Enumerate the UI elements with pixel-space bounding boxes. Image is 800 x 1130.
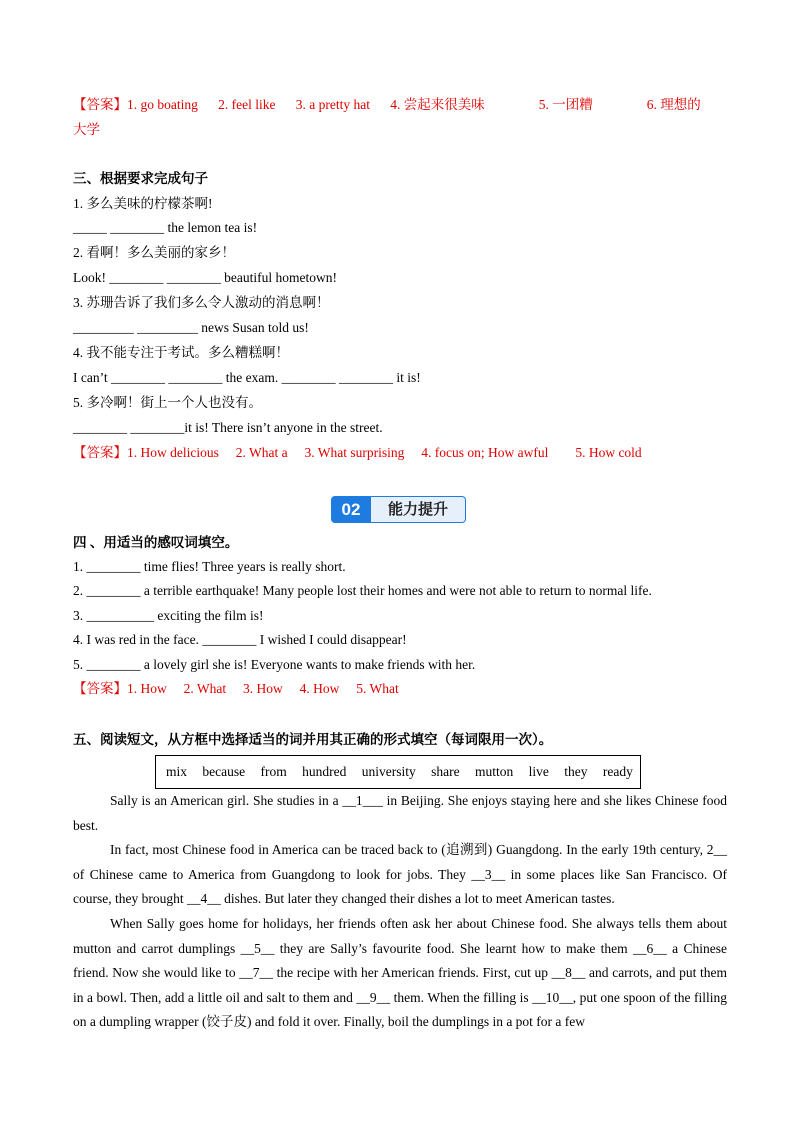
sec3-line: _________ _________ news Susan told us!	[73, 320, 309, 335]
sec4-line: 2. ________ a terrible earthquake! Many people lost their homes and were not able to return to normal life.	[73, 583, 652, 598]
word-item: they	[564, 764, 588, 779]
answer-text: 1. How delicious 2. What a 3. What surprising 4. focus on; How awful 5. How cold	[127, 445, 642, 460]
sec3-heading: 三、根据要求完成句子	[73, 171, 208, 186]
word-box	[155, 755, 641, 789]
sec3-line: ________ ________it is! There isn’t anyone in the street.	[73, 420, 383, 435]
word-item: from	[260, 764, 287, 779]
sec4-line: 3. __________ exciting the film is!	[73, 608, 264, 623]
answer-prefix: 【答案】	[73, 97, 127, 112]
sec5-heading: 五、阅读短文，从方框中选择适当的词并用其正确的形式填空（每词限用一次）。	[73, 732, 553, 747]
word-item: university	[361, 764, 416, 779]
sec4-line: 1. ________ time flies! Three years is really short.	[73, 559, 346, 574]
word-item: mix	[166, 764, 188, 779]
sec3-answer	[73, 444, 642, 462]
sec3-line: 1. 多么美味的柠檬茶啊!	[73, 196, 213, 211]
passage-paragraph-2: In fact, most Chinese food in America can be traced back to (追溯到) Guangdong. In the early 19th century, 2__ of Chinese came to America from Guangdong to look for jobs. They __3__ in some places like San Francisco. Of course, they brought __4__ dishes. But later they changed their dishes a lot to meet American tastes.	[73, 842, 727, 907]
sec3-line: 5. 多冷啊！街上一个人也没有。	[73, 395, 262, 410]
answer-text: 1. go boating 2. feel like 3. a pretty hat 4. 尝起来很美味 5. 一团糟 6. 理想的	[127, 97, 701, 112]
sec4-line: 4. I was red in the face. ________ I wished I could disappear!	[73, 632, 407, 647]
sec2-answer-line1	[73, 96, 701, 114]
sec3-line: 4. 我不能专注于考试。多么糟糕啊！	[73, 345, 289, 360]
word-item: because	[202, 764, 246, 779]
sec4-heading: 四 、用适当的感叹词填空。	[73, 535, 239, 550]
passage-paragraph-1: Sally is an American girl. She studies in a __1___ in Beijing. She enjoys staying here and she likes Chinese food best.	[73, 793, 727, 833]
sec3-line: Look! ________ ________ beautiful hometown!	[73, 270, 337, 285]
word-item: mutton	[474, 764, 514, 779]
sec4-answer	[73, 680, 399, 698]
sec2-answer-line2: 大学	[73, 122, 100, 137]
passage-paragraph-3: When Sally goes home for holidays, her friends often ask her about Chinese food. She always tells them about mutton and carrot dumplings __5__ they are Sally’s favourite food. She learnt how to make them __6__ a Chinese friend. Now she would like to __7__ the recipe with her American friends. First, cut up __8__ and carrots, and put them in a bowl. Then, add a little oil and salt to them and __9__ them. When the filling is __10__, put one spoon of the filling on a dumpling wrapper (饺子皮) and fold it over. Finally, boil the dumplings in a pot for a few	[73, 916, 727, 1030]
word-item: ready	[602, 764, 633, 779]
sec3-line: _____ ________ the lemon tea is!	[73, 220, 258, 235]
badge-title: 能力提升	[371, 496, 466, 523]
section-badge	[331, 496, 467, 523]
answer-text: 1. How 2. What 3. How 4. How 5. What	[127, 681, 399, 696]
answer-prefix: 【答案】	[73, 681, 127, 696]
word-item: share	[431, 764, 460, 779]
badge-number: 02	[331, 496, 371, 523]
sec4-line: 5. ________ a lovely girl she is! Everyone wants to make friends with her.	[73, 657, 476, 672]
word-item: hundred	[302, 764, 347, 779]
sec3-line: I can’t ________ ________ the exam. ________ ________ it is!	[73, 370, 421, 385]
word-item: live	[528, 764, 549, 779]
answer-prefix: 【答案】	[73, 445, 127, 460]
sec3-line: 2. 看啊！多么美丽的家乡！	[73, 245, 235, 260]
sec3-line: 3. 苏珊告诉了我们多么令人激动的消息啊！	[73, 295, 330, 310]
